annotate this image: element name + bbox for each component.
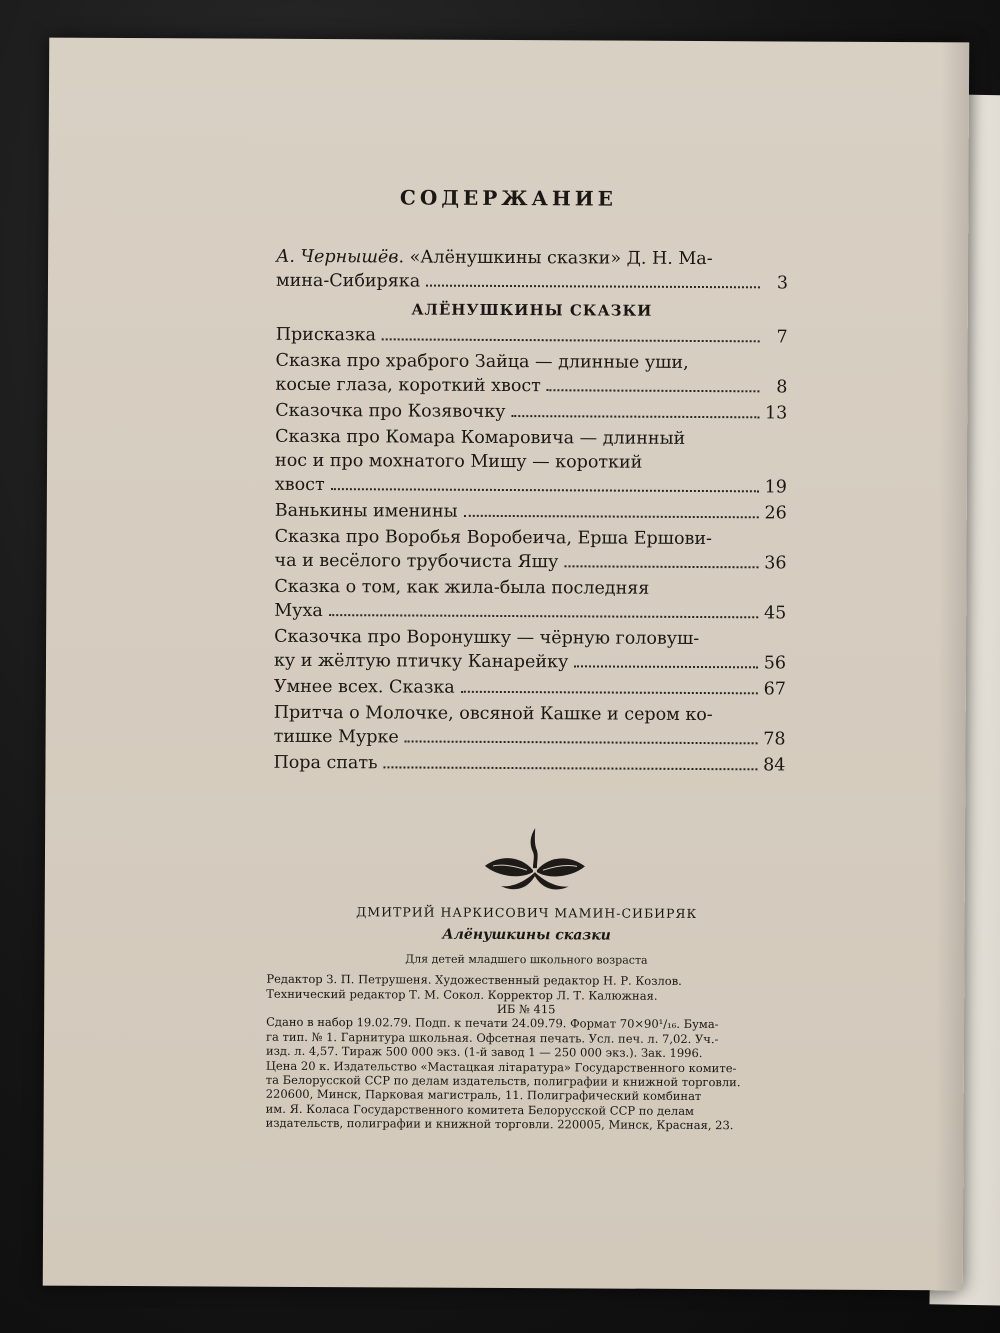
book-page [43, 38, 970, 1291]
imprint-audience: Для детей младшего школьного возраста [405, 952, 648, 967]
toc-entry [274, 701, 786, 752]
toc-entry [275, 425, 787, 500]
toc-entry-title-line: хвост [274, 474, 325, 496]
toc-entry-intro [276, 245, 788, 296]
toc-entry-title-line: Сказочка про Воронушку — чёрную головуш- [274, 626, 700, 650]
dot-leader [382, 338, 760, 342]
toc-entry-title-line: Умнее всех. Сказка [273, 676, 455, 698]
imprint-tech-line: Цена 20 к. Издательство «Мастацкая літаратура» Государственного комите- [265, 1058, 737, 1075]
toc-entry [274, 525, 786, 576]
imprint-tech-line: Сдано в набор 19.02.79. Подп. к печати 24.09.79. Формат 70×90¹/₁₆. Бума- [266, 1015, 719, 1032]
toc-entry-title-line: тишке Мурке [273, 726, 399, 748]
toc-entry-title-line: Пора спать [273, 752, 378, 774]
toc-entry-title-line: Присказка [275, 324, 376, 346]
toc-entry-title-line: Муха [274, 600, 323, 622]
dot-leader [384, 766, 758, 770]
table-of-contents [273, 245, 788, 780]
page-number: 19 [764, 477, 787, 498]
toc-entry-list [273, 323, 787, 778]
imprint-editors-2: Технический редактор Т. М. Сокол. Корректор Л. Т. Калюжная. [266, 986, 658, 1003]
toc-entry-title-line: ча и весёлого трубочиста Яшу [274, 550, 559, 573]
page-number: 7 [776, 327, 788, 348]
imprint-title: Алёнушкины сказки [442, 927, 611, 944]
imprint-ib: ИБ № 415 [496, 1001, 556, 1017]
page-number: 36 [764, 553, 787, 574]
toc-entry [275, 499, 787, 526]
toc-entry [273, 751, 785, 778]
toc-entry [275, 349, 787, 400]
toc-entry [275, 399, 787, 426]
page-number: 56 [763, 653, 787, 674]
dot-leader [574, 665, 757, 668]
dot-leader [511, 415, 759, 418]
dot-leader [547, 389, 760, 392]
toc-entry [274, 575, 786, 626]
page-number: 67 [763, 679, 786, 700]
page-number: 45 [763, 603, 787, 624]
toc-entry-title-line: Сказка о том, как жила-была последняя [274, 576, 650, 599]
page-number: 8 [776, 377, 788, 398]
imprint-author: ДМИТРИЙ НАРКИСОВИЧ МАМИН-СИБИРЯК [356, 904, 698, 922]
imprint-editors-1: Редактор З. П. Петрушеня. Художественный редактор Н. Р. Козлов. [266, 971, 682, 989]
toc-entry-title-line: Сказка про храброго Зайца — длинные уши, [275, 350, 689, 373]
toc-entry-title-line: Притча о Молочке, овсяной Кашке и сером ко- [273, 702, 713, 726]
leaf-ornament-icon [483, 826, 587, 897]
dot-leader [329, 614, 758, 618]
toc-entry [274, 675, 786, 702]
imprint-tech-line: 220600, Минск, Парковая магистраль, 11. Полиграфический комбинат [265, 1087, 702, 1104]
page-number: 13 [764, 403, 788, 424]
toc-entry-title-line: Сказка про Комара Комаровича — длинный [275, 426, 686, 449]
toc-heading: СОДЕРЖАНИЕ [399, 185, 617, 211]
toc-entry [276, 323, 788, 350]
toc-entry [274, 625, 786, 676]
page-number: 3 [776, 273, 789, 294]
dot-leader [564, 565, 758, 568]
dot-leader [461, 691, 758, 695]
page-number: 78 [763, 729, 786, 750]
dot-leader [426, 285, 760, 289]
section-title: АЛЁНУШКИНЫ СКАЗКИ [411, 300, 653, 320]
imprint-tech-line: та Белорусской ССР по делам издательств, полиграфии и книжной торговли. [265, 1072, 741, 1090]
toc-entry-title-line: ку и жёлтую птичку Канарейку [273, 650, 569, 673]
intro-author: А. Чернышёв [276, 246, 399, 268]
toc-entry-title-line: Ванькины именины [274, 500, 458, 522]
imprint-block [266, 905, 787, 1133]
imprint-tech-line: изд. л. 4,57. Тираж 500 000 экз. (1-й завод 1 — 250 000 экз.). Зак. 1996. [265, 1043, 703, 1061]
toc-entry-title-line: косые глаза, короткий хвост [275, 374, 541, 397]
intro-title-line2: мина-Сибиряка [275, 270, 421, 292]
dot-leader [331, 488, 759, 492]
intro-title-line1: . «Алёнушкины сказки» Д. Н. Ма- [398, 247, 713, 270]
toc-entry-title-line: Сказка про Воробья Воробеича, Ерша Ершови- [274, 526, 712, 550]
dot-leader [464, 515, 759, 519]
imprint-tech-line: им. Я. Коласа Государственного комитета Белорусской ССР по делам [265, 1101, 695, 1118]
imprint-tech-line: издательств, полиграфии и книжной торговли. 220005, Минск, Красная, 23. [265, 1116, 734, 1133]
toc-entry-title-line: нос и про мохнатого Мишу — короткий [275, 450, 643, 473]
imprint-technical [266, 1015, 787, 1133]
page-number: 26 [764, 503, 787, 524]
toc-entry-title-line: Сказочка про Козявочку [275, 400, 506, 422]
dot-leader [405, 740, 758, 744]
imprint-tech-line: га тип. № 1. Гарнитура школьная. Офсетная печать. Усл. печ. л. 7,02. Уч.- [266, 1029, 719, 1046]
page-number: 84 [763, 755, 786, 776]
